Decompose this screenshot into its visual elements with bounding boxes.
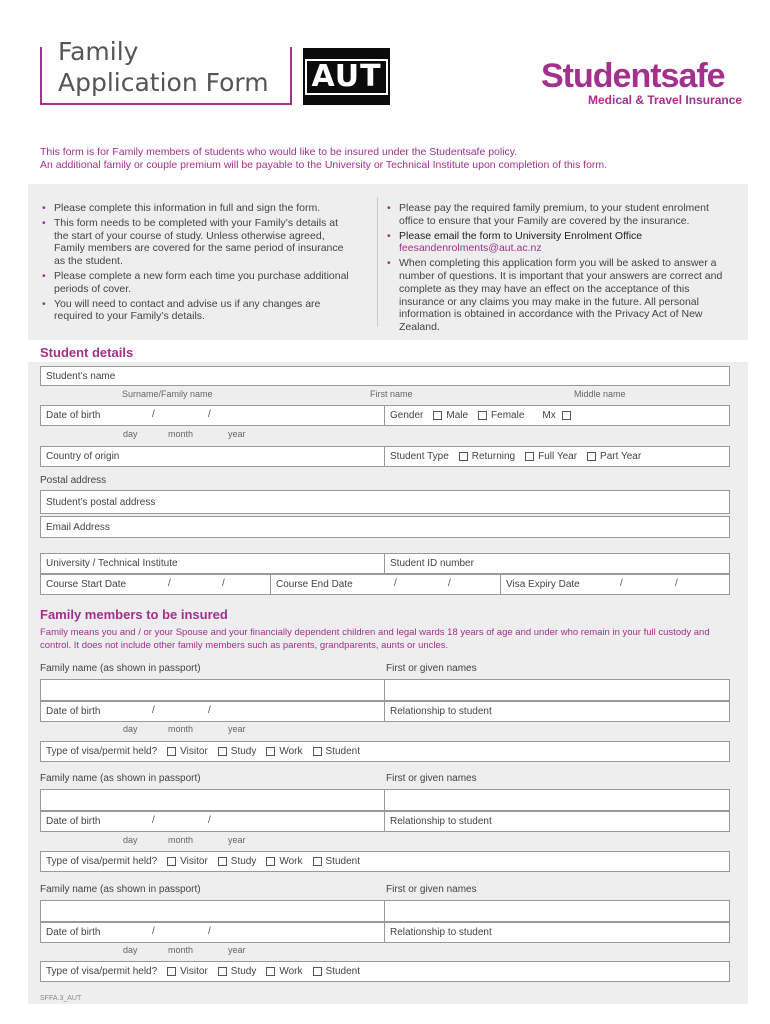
visa-work-checkbox[interactable] bbox=[266, 747, 275, 756]
family-name-input[interactable] bbox=[40, 900, 385, 922]
gender-mx-checkbox[interactable] bbox=[562, 411, 571, 420]
visa-work-checkbox[interactable] bbox=[266, 967, 275, 976]
visa-student-checkbox[interactable] bbox=[313, 747, 322, 756]
date-separator: / bbox=[448, 578, 451, 589]
date-separator: / bbox=[152, 926, 155, 937]
date-separator: / bbox=[168, 578, 171, 589]
date-separator: / bbox=[208, 815, 211, 826]
visa-type-field: Type of visa/permit held? Visitor Study Work Student bbox=[40, 961, 730, 982]
studentsafe-tagline: Medical & Travel Insurance bbox=[588, 93, 743, 107]
list-item: • You will need to contact and advise us if any changes are required to your Family’s details. bbox=[40, 298, 350, 324]
month-caption: month bbox=[168, 835, 194, 845]
relationship-field[interactable]: Relationship to student bbox=[384, 701, 730, 722]
date-separator: / bbox=[152, 409, 155, 420]
year-caption: year bbox=[228, 835, 246, 845]
visa-work-checkbox[interactable] bbox=[266, 857, 275, 866]
country-of-origin-field[interactable]: Country of origin bbox=[40, 446, 385, 467]
student-details-heading: Student details bbox=[40, 345, 134, 360]
email-link[interactable]: feesandenrolments@aut.ac.nz bbox=[399, 242, 542, 255]
type-returning-checkbox[interactable] bbox=[459, 452, 468, 461]
postal-address-field[interactable]: Student’s postal address bbox=[40, 490, 730, 514]
visa-study-checkbox[interactable] bbox=[218, 967, 227, 976]
visa-visitor-checkbox[interactable] bbox=[167, 967, 176, 976]
date-separator: / bbox=[152, 815, 155, 826]
type-full-year-checkbox[interactable] bbox=[525, 452, 534, 461]
year-caption: year bbox=[228, 429, 246, 439]
list-item: • Please complete a new form each time you purchase additional periods of cover. bbox=[40, 270, 350, 296]
page-title: Family Application Form bbox=[58, 37, 269, 97]
day-caption: day bbox=[123, 429, 138, 439]
visa-type-field: Type of visa/permit held? Visitor Study Work Student bbox=[40, 851, 730, 872]
family-name-label: Family name (as shown in passport) bbox=[40, 884, 201, 895]
year-caption: year bbox=[228, 724, 246, 734]
first-names-input[interactable] bbox=[384, 789, 730, 811]
studentsafe-logo: Studentsafe bbox=[541, 57, 725, 95]
date-separator: / bbox=[620, 578, 623, 589]
family-name-label: Family name (as shown in passport) bbox=[40, 773, 201, 784]
date-separator: / bbox=[208, 926, 211, 937]
visa-study-checkbox[interactable] bbox=[218, 857, 227, 866]
visa-visitor-checkbox[interactable] bbox=[167, 747, 176, 756]
day-caption: day bbox=[123, 945, 138, 955]
first-names-input[interactable] bbox=[384, 900, 730, 922]
list-item: • Please pay the required family premium, to your student enrolment office to ensure that your Family are covered by the insurance. bbox=[385, 202, 730, 228]
date-separator: / bbox=[208, 409, 211, 420]
visa-study-checkbox[interactable] bbox=[218, 747, 227, 756]
middle-name-caption: Middle name bbox=[574, 389, 626, 399]
family-members-heading: Family members to be insured bbox=[40, 607, 228, 622]
first-name-caption: First name bbox=[370, 389, 413, 399]
first-names-label: First or given names bbox=[386, 884, 477, 895]
student-dob-field[interactable]: Date of birth bbox=[40, 405, 385, 426]
gender-female-checkbox[interactable] bbox=[478, 411, 487, 420]
email-address-field[interactable]: Email Address bbox=[40, 516, 730, 538]
list-item: • This form needs to be completed with your Family’s details at the start of your course of study. Unless otherwise agreed, Family members are covered for the same period of insurance as the student. bbox=[40, 217, 350, 268]
list-item: • Please email the form to University Enrolment Office feesandenrolments@aut.ac.nz bbox=[385, 230, 730, 256]
postal-address-heading: Postal address bbox=[40, 475, 107, 486]
visa-type-field: Type of visa/permit held? Visitor Study Work Student bbox=[40, 741, 730, 762]
month-caption: month bbox=[168, 945, 194, 955]
date-separator: / bbox=[394, 578, 397, 589]
date-separator: / bbox=[208, 705, 211, 716]
first-names-label: First or given names bbox=[386, 773, 477, 784]
member-dob-field[interactable]: Date of birth bbox=[40, 811, 385, 832]
month-caption: month bbox=[168, 429, 194, 439]
member-dob-field[interactable]: Date of birth bbox=[40, 922, 385, 943]
list-item: • When completing this application form you will be asked to answer a number of questions. It is important that your answers are correct and complete as they may have an effect on the acceptance of this insurance or any claims you may make in the future. All personal information is obtained in accordance with the Privacy Act of New Zealand. bbox=[385, 257, 730, 334]
day-caption: day bbox=[123, 835, 138, 845]
visa-student-checkbox[interactable] bbox=[313, 967, 322, 976]
visa-expiry-field[interactable]: Visa Expiry Date bbox=[500, 574, 730, 595]
gender-male-checkbox[interactable] bbox=[433, 411, 442, 420]
first-names-input[interactable] bbox=[384, 679, 730, 701]
family-name-input[interactable] bbox=[40, 789, 385, 811]
form-code: SFFA.3_AUT bbox=[40, 995, 82, 1002]
surname-caption: Surname/Family name bbox=[122, 389, 213, 399]
family-definition-note: Family means you and / or your Spouse and your financially dependent children and legal wards 18 years of age and under who remain in your full custody and control. It does not include other family members such as parents, grandparents, aunts or uncles. bbox=[40, 627, 710, 651]
family-name-input[interactable] bbox=[40, 679, 385, 701]
day-caption: day bbox=[123, 724, 138, 734]
intro-text: This form is for Family members of students who would like to be insured under the Studentsafe policy. An additional family or couple premium will be payable to the University or Technical Institute upon completion of this form. bbox=[40, 146, 608, 171]
date-separator: / bbox=[152, 705, 155, 716]
divider bbox=[377, 197, 378, 327]
student-type-field: Student Type Returning Full Year Part Year bbox=[384, 446, 730, 467]
year-caption: year bbox=[228, 945, 246, 955]
type-part-year-checkbox[interactable] bbox=[587, 452, 596, 461]
course-start-field[interactable]: Course Start Date bbox=[40, 574, 271, 595]
relationship-field[interactable]: Relationship to student bbox=[384, 811, 730, 832]
student-name-field[interactable]: Student’s name bbox=[40, 366, 730, 386]
family-name-label: Family name (as shown in passport) bbox=[40, 663, 201, 674]
visa-student-checkbox[interactable] bbox=[313, 857, 322, 866]
university-field[interactable]: University / Technical Institute bbox=[40, 553, 385, 574]
instructions-right bbox=[385, 202, 730, 336]
month-caption: month bbox=[168, 724, 194, 734]
course-end-field[interactable]: Course End Date bbox=[270, 574, 501, 595]
date-separator: / bbox=[675, 578, 678, 589]
instructions-left bbox=[40, 202, 350, 325]
list-item: • Please complete this information in full and sign the form. bbox=[40, 202, 350, 215]
date-separator: / bbox=[222, 578, 225, 589]
visa-visitor-checkbox[interactable] bbox=[167, 857, 176, 866]
student-id-field[interactable]: Student ID number bbox=[384, 553, 730, 574]
aut-logo: AUT bbox=[303, 48, 390, 105]
gender-field: Gender Male Female Mx bbox=[384, 405, 730, 426]
member-dob-field[interactable]: Date of birth bbox=[40, 701, 385, 722]
first-names-label: First or given names bbox=[386, 663, 477, 674]
relationship-field[interactable]: Relationship to student bbox=[384, 922, 730, 943]
